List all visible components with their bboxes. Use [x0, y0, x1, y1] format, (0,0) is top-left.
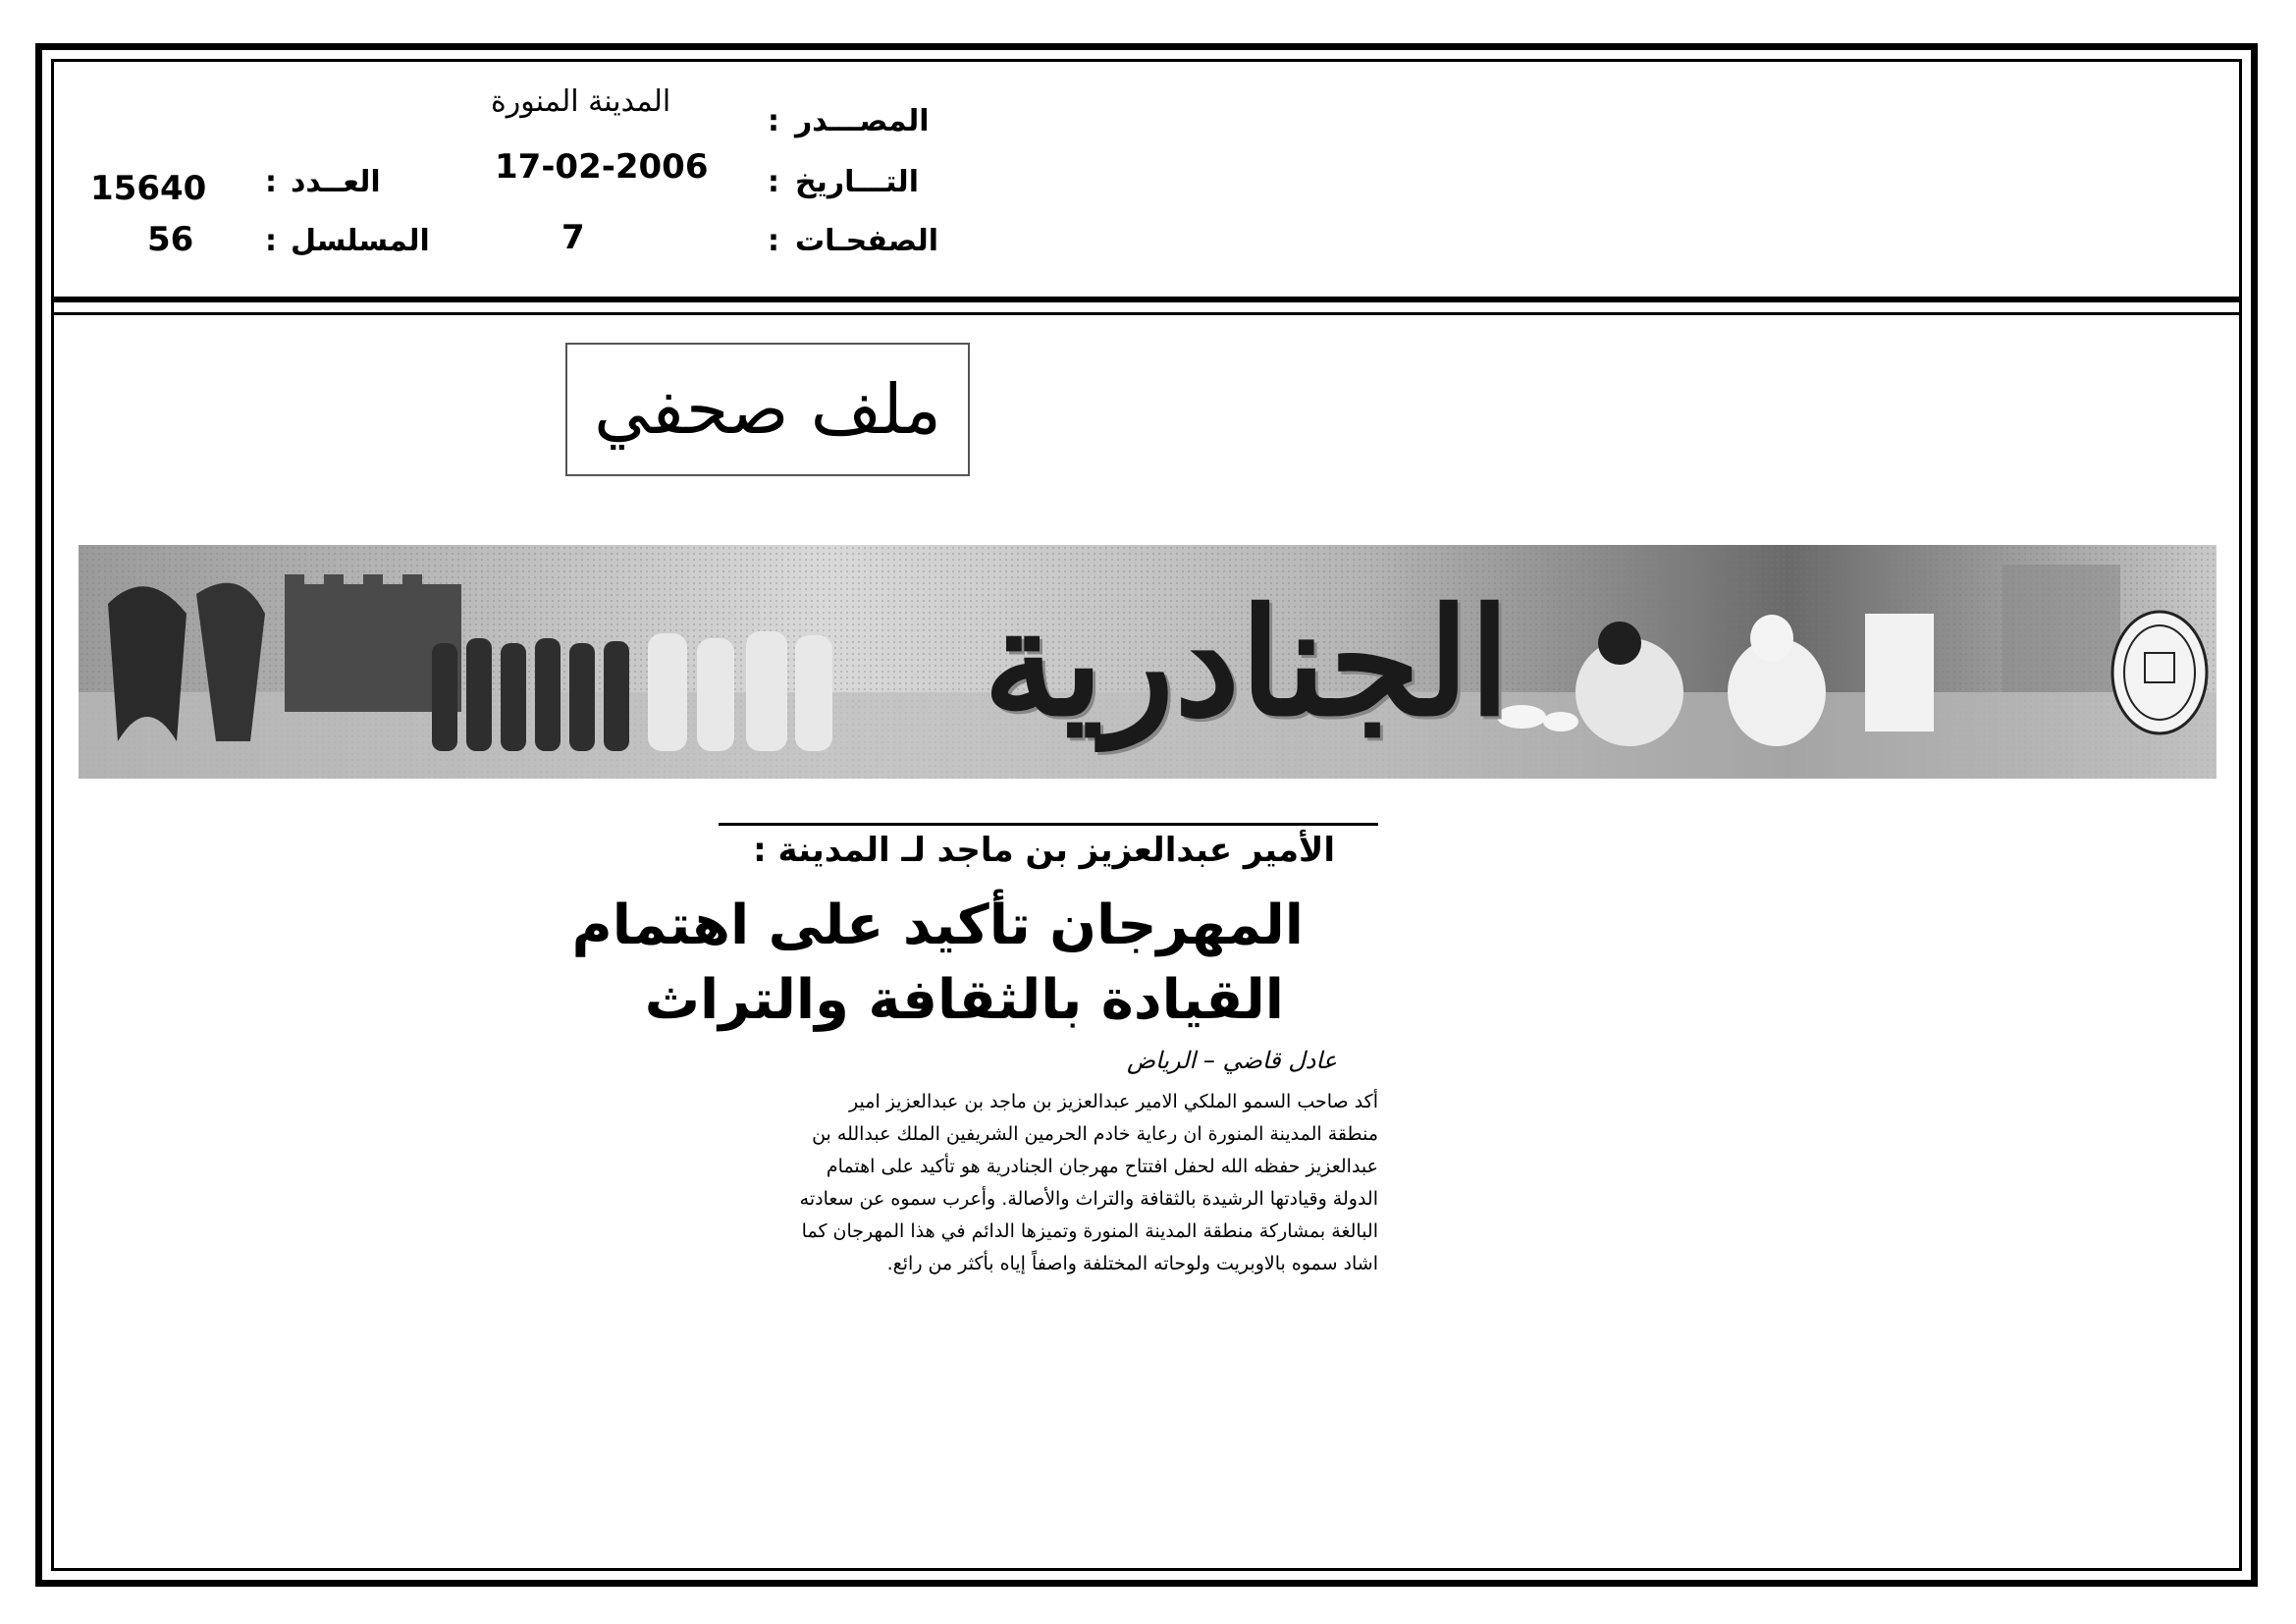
issue-value: 15640	[90, 169, 207, 208]
date-colon: :	[768, 165, 779, 199]
article-headline-line1: المهرجان تأكيد على اهتمام	[571, 893, 1304, 957]
article-kicker: الأمير عبدالعزيز بن ماجد لـ المدينة :	[753, 831, 1335, 870]
source-colon: :	[768, 104, 779, 138]
press-file-label: ملف صحفي	[594, 369, 941, 450]
serial-colon: :	[265, 224, 277, 258]
body-line: البالغة بمشاركة منطقة المدينة المنورة وتميزها الدائم في هذا المهرجان كما	[801, 1220, 1378, 1242]
serial-label: المسلسل	[291, 224, 430, 258]
article-body	[711, 1086, 1378, 1280]
source-value: المدينة المنورة	[491, 84, 671, 119]
article-headline-line2: القيادة بالثقافة والتراث	[644, 968, 1284, 1032]
source-label: المصـــدر	[795, 104, 930, 138]
header-divider-thin	[51, 312, 2242, 315]
article-byline: عادل قاضي – الرياض	[1126, 1047, 1337, 1074]
janadriyah-banner	[79, 545, 2216, 779]
press-file-box	[565, 343, 970, 476]
body-line: اشاد سموه بالاوبريت ولوحاته المختلفة واصفاً إياه بأكثر من رائع.	[886, 1253, 1378, 1274]
header-divider	[51, 297, 2242, 302]
pages-label: الصفحـات	[795, 224, 938, 258]
body-line: أكد صاحب السمو الملكي الامير عبدالعزيز بن ماجد بن عبدالعزيز امير	[849, 1091, 1378, 1112]
pages-value: 7	[561, 218, 585, 257]
issue-label: العــدد	[291, 165, 381, 199]
body-line: عبدالعزيز حفظه الله لحفل افتتاح مهرجان الجنادرية هو تأكيد على اهتمام	[826, 1156, 1378, 1177]
body-line: منطقة المدينة المنورة ان رعاية خادم الحرمين الشريفين الملك عبدالله بن	[812, 1123, 1378, 1145]
inner-frame	[51, 59, 2242, 1571]
pages-colon: :	[768, 224, 779, 258]
body-line: الدولة وقيادتها الرشيدة بالثقافة والتراث والأصالة. وأعرب سموه عن سعادته	[799, 1188, 1378, 1210]
serial-value: 56	[147, 220, 194, 259]
date-value: 17-02-2006	[495, 147, 709, 187]
article-top-rule	[719, 823, 1378, 826]
issue-colon: :	[265, 165, 277, 199]
date-label: التـــاريخ	[795, 165, 919, 199]
banner-title: الجنادرية	[983, 576, 1511, 749]
